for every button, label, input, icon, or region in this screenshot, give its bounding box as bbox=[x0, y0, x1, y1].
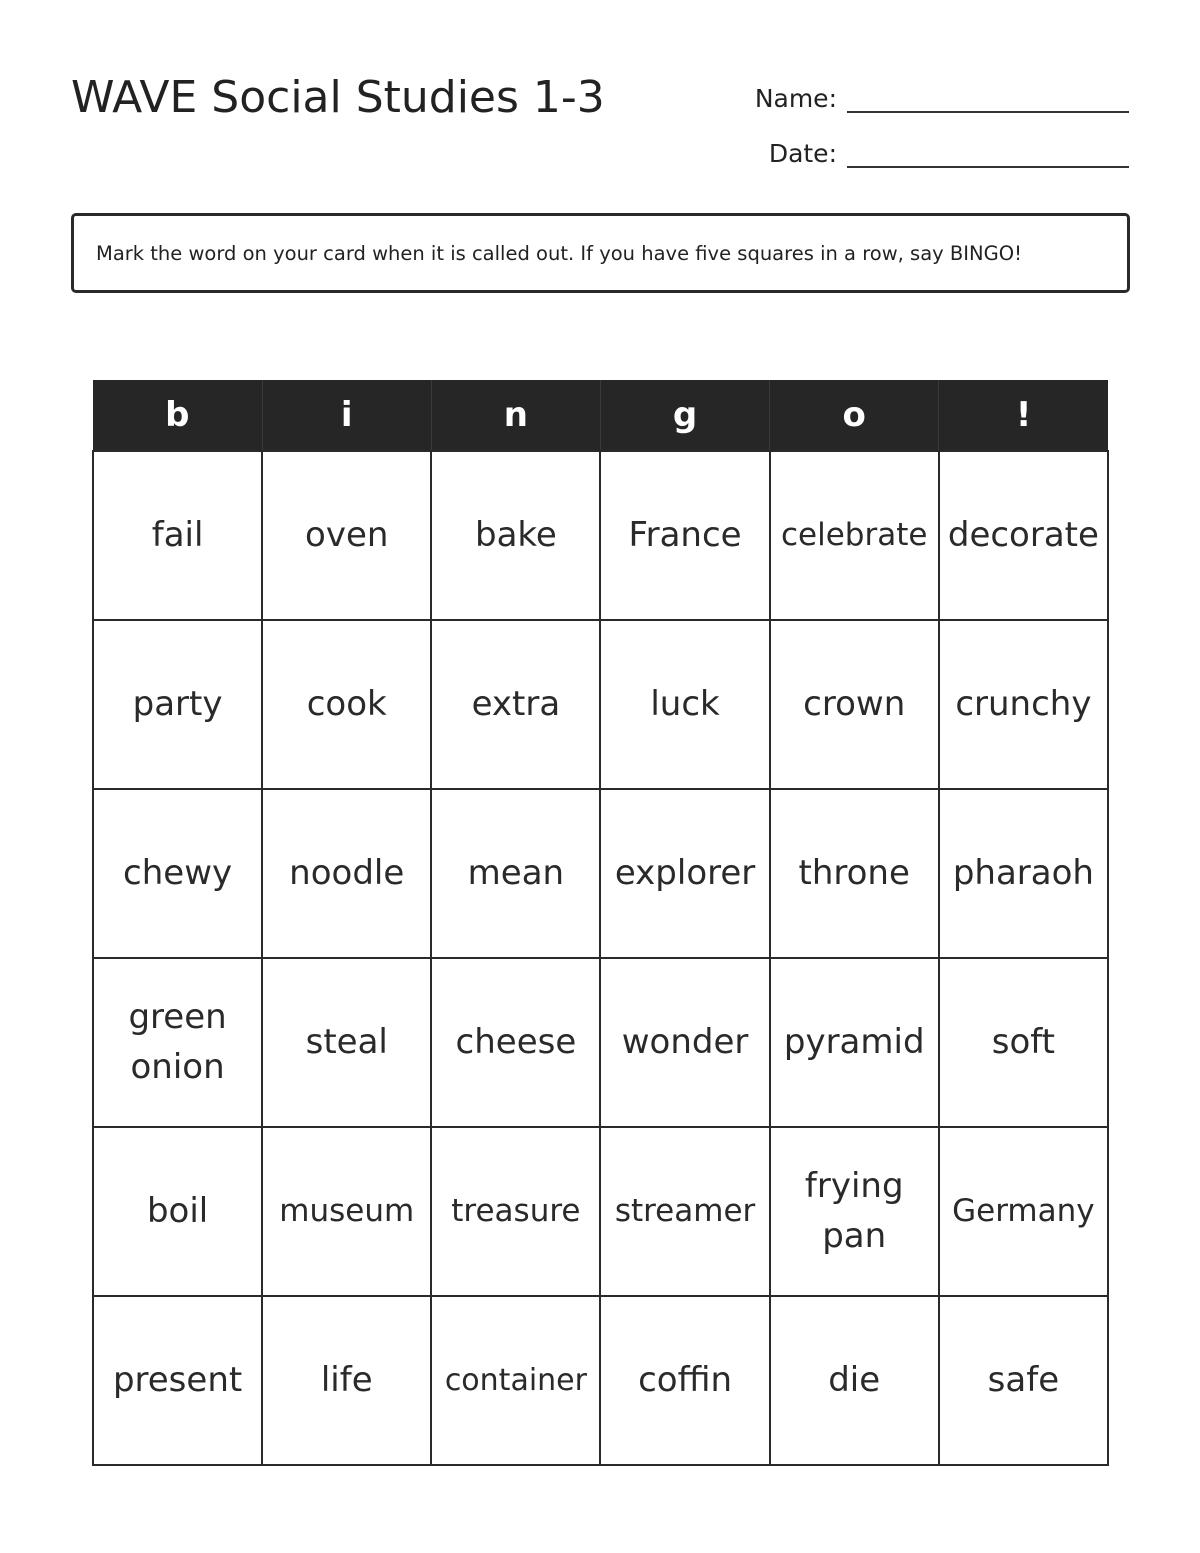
name-label: Name: bbox=[754, 84, 837, 113]
bingo-cell[interactable]: cook bbox=[262, 620, 431, 789]
bingo-cell[interactable]: Germany bbox=[939, 1127, 1108, 1296]
date-label: Date: bbox=[768, 139, 837, 168]
bingo-cell[interactable]: die bbox=[770, 1296, 939, 1465]
bingo-cell[interactable]: pyramid bbox=[770, 958, 939, 1127]
bingo-cell[interactable]: museum bbox=[262, 1127, 431, 1296]
bingo-cell[interactable]: wonder bbox=[600, 958, 769, 1127]
bingo-cell[interactable]: chewy bbox=[93, 789, 262, 958]
bingo-cell[interactable]: life bbox=[262, 1296, 431, 1465]
bingo-cell[interactable]: green onion bbox=[93, 958, 262, 1127]
bingo-row bbox=[93, 958, 1108, 1127]
bingo-cell[interactable]: steal bbox=[262, 958, 431, 1127]
bingo-cell[interactable]: France bbox=[600, 451, 769, 620]
header-cell: o bbox=[770, 380, 939, 451]
header-cell: g bbox=[600, 380, 769, 451]
bingo-cell[interactable]: pharaoh bbox=[939, 789, 1108, 958]
header-cell: i bbox=[262, 380, 431, 451]
bingo-cell[interactable]: fail bbox=[93, 451, 262, 620]
bingo-cell[interactable]: throne bbox=[770, 789, 939, 958]
bingo-row bbox=[93, 620, 1108, 789]
bingo-cell[interactable]: noodle bbox=[262, 789, 431, 958]
name-field bbox=[729, 75, 1129, 115]
name-blank-line[interactable] bbox=[847, 111, 1129, 113]
bingo-cell[interactable]: safe bbox=[939, 1296, 1108, 1465]
bingo-cell[interactable]: present bbox=[93, 1296, 262, 1465]
bingo-cell[interactable]: mean bbox=[431, 789, 600, 958]
bingo-cell[interactable]: party bbox=[93, 620, 262, 789]
bingo-row bbox=[93, 789, 1108, 958]
page-title: WAVE Social Studies 1-3 bbox=[71, 72, 605, 123]
bingo-cell[interactable]: crunchy bbox=[939, 620, 1108, 789]
bingo-cell[interactable]: oven bbox=[262, 451, 431, 620]
bingo-cell[interactable]: soft bbox=[939, 958, 1108, 1127]
bingo-cell[interactable]: luck bbox=[600, 620, 769, 789]
bingo-cell[interactable]: streamer bbox=[600, 1127, 769, 1296]
date-field bbox=[729, 130, 1129, 170]
bingo-cell[interactable]: bake bbox=[431, 451, 600, 620]
bingo-cell[interactable]: crown bbox=[770, 620, 939, 789]
bingo-cell[interactable]: explorer bbox=[600, 789, 769, 958]
bingo-cell[interactable]: cheese bbox=[431, 958, 600, 1127]
bingo-row bbox=[93, 1296, 1108, 1465]
bingo-cell[interactable]: decorate bbox=[939, 451, 1108, 620]
bingo-row bbox=[93, 451, 1108, 620]
date-blank-line[interactable] bbox=[847, 166, 1129, 168]
bingo-header-row bbox=[93, 380, 1108, 451]
bingo-cell[interactable]: frying pan bbox=[770, 1127, 939, 1296]
bingo-cell[interactable]: celebrate bbox=[770, 451, 939, 620]
bingo-card bbox=[92, 380, 1109, 1466]
header-cell: b bbox=[93, 380, 262, 451]
bingo-cell[interactable]: coffin bbox=[600, 1296, 769, 1465]
bingo-cell[interactable]: treasure bbox=[431, 1127, 600, 1296]
bingo-row bbox=[93, 1127, 1108, 1296]
bingo-cell[interactable]: container bbox=[431, 1296, 600, 1465]
header-cell: ! bbox=[939, 380, 1108, 451]
bingo-cell[interactable]: boil bbox=[93, 1127, 262, 1296]
instructions-box: Mark the word on your card when it is called out. If you have five squares in a row, say BINGO! bbox=[71, 213, 1130, 293]
bingo-cell[interactable]: extra bbox=[431, 620, 600, 789]
header-cell: n bbox=[431, 380, 600, 451]
